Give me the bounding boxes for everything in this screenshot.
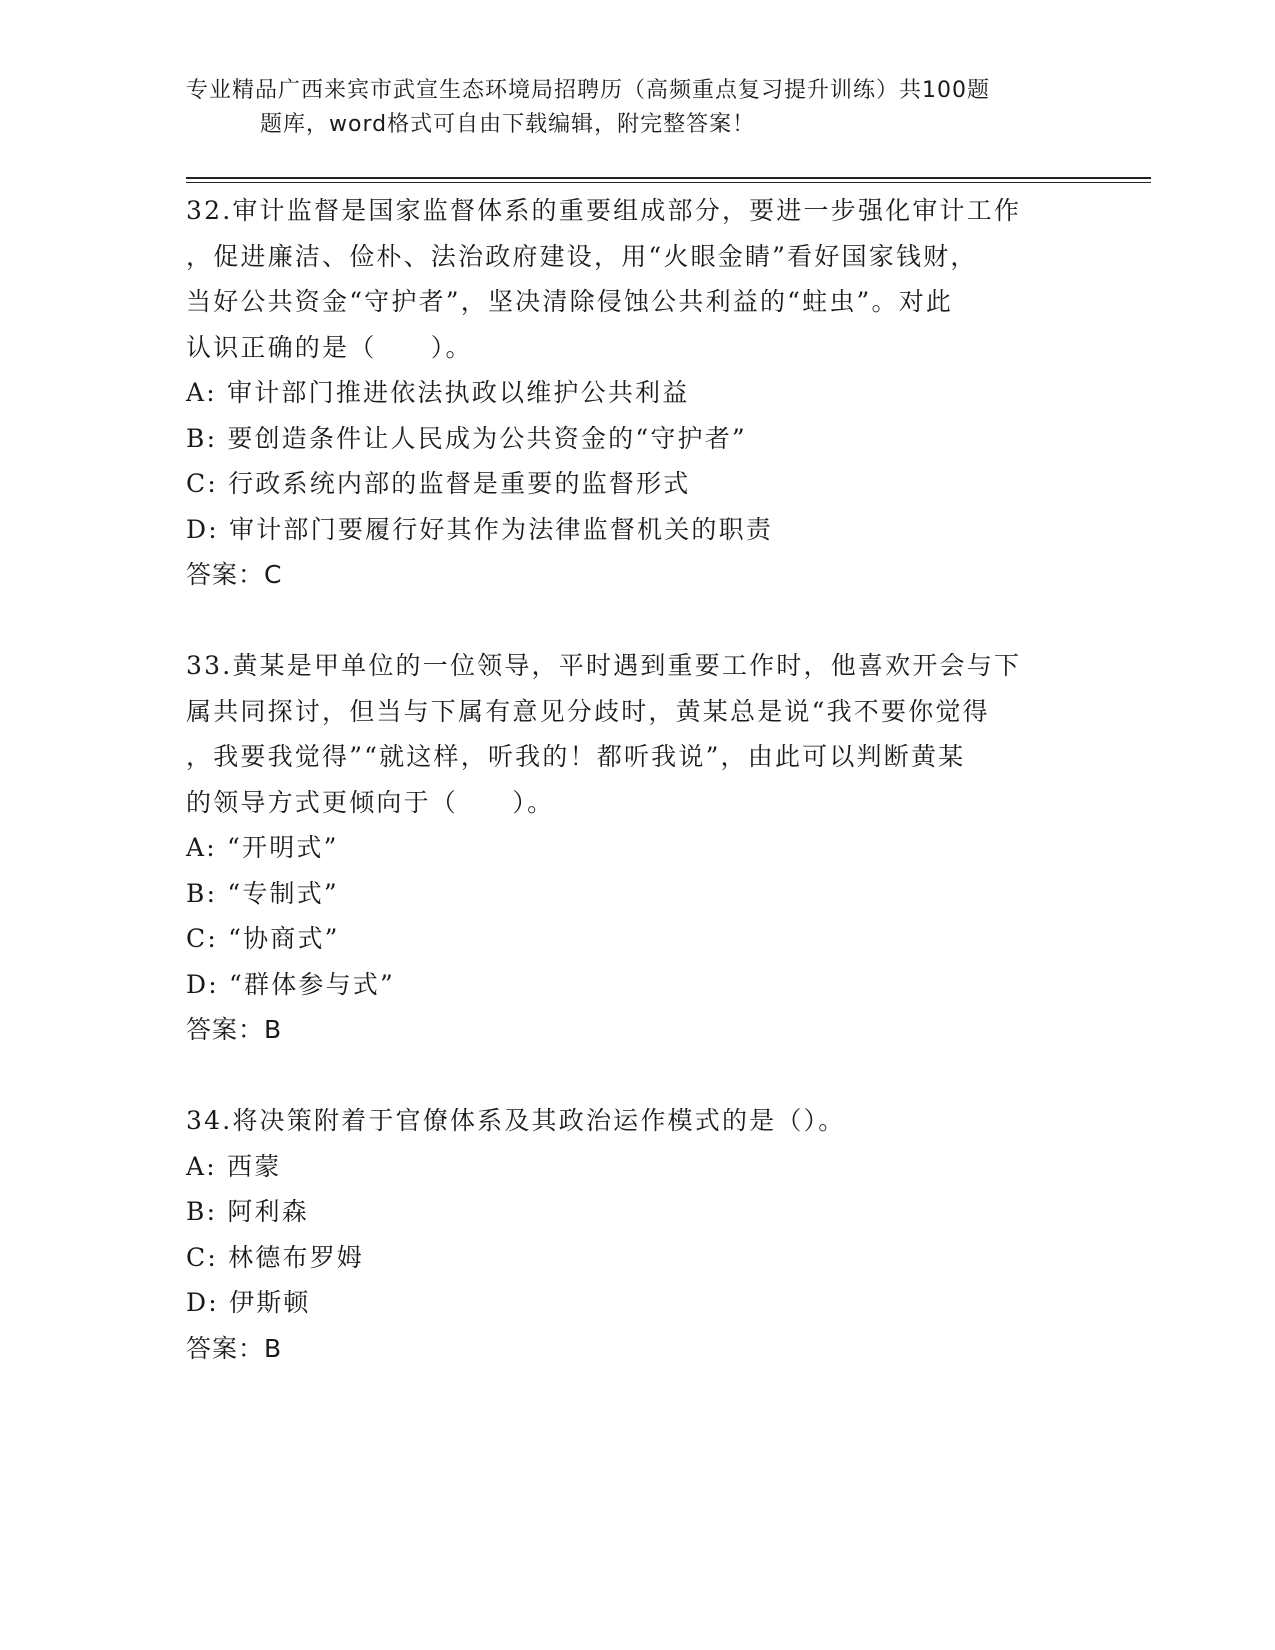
question-33 (186, 643, 1106, 1053)
option-c: C: “协商式” (186, 924, 340, 953)
option-c: C: 行政系统内部的监督是重要的监督形式 (186, 469, 691, 498)
question-stem-line: 33.黄某是甲单位的一位领导，平时遇到重要工作时，他喜欢开会与下 (186, 651, 1022, 680)
option-a: A: 西蒙 (186, 1151, 282, 1181)
option-b: B: 要创造条件让人民成为公共资金的“守护者” (186, 423, 747, 453)
question-32 (186, 188, 1106, 598)
header-title-line-1: 专业精品广西来宾市武宣生态环境局招聘历（高频重点复习提升训练）共100题 (186, 78, 990, 103)
option-a: A: 审计部门推进依法执政以维护公共利益 (186, 378, 690, 407)
option-d: D: 审计部门要履行好其作为法律监督机关的职责 (186, 514, 774, 544)
question-stem-line: 的领导方式更倾向于（ ）。 (186, 787, 555, 817)
question-stem-line: 认识正确的是（ ）。 (186, 332, 473, 362)
option-b: B: 阿利森 (186, 1197, 309, 1226)
option-d: D: “群体参与式” (186, 969, 395, 999)
option-c: C: 林德布罗姆 (186, 1242, 365, 1272)
option-d: D: 伊斯顿 (186, 1288, 311, 1317)
answer-line: 答案：B (186, 1333, 283, 1363)
header-divider-thick (186, 177, 1151, 179)
question-stem-line: 34.将决策附着于官僚体系及其政治运作模式的是（）。 (186, 1106, 846, 1135)
option-b: B: “专制式” (186, 878, 339, 908)
question-list (186, 188, 1106, 1417)
question-34 (186, 1098, 1106, 1371)
question-stem-line: ，我要我觉得”“就这样，听我的！都听我说”，由此可以判断黄某 (186, 742, 966, 771)
question-stem-line: 当好公共资金“守护者”，坚决清除侵蚀公共利益的“蛀虫”。对此 (186, 287, 954, 316)
question-stem-line: 属共同探讨，但当与下属有意见分歧时，黄某总是说“我不要你觉得 (186, 696, 990, 726)
question-stem-line: 32.审计监督是国家监督体系的重要组成部分，要进一步强化审计工作 (186, 196, 1022, 225)
answer-line: 答案：B (186, 1015, 283, 1044)
option-a: A: “开明式” (186, 833, 339, 862)
answer-line: 答案：C (186, 560, 283, 589)
question-stem-line: ，促进廉洁、俭朴、法治政府建设，用“火眼金睛”看好国家钱财， (186, 241, 978, 271)
header-title-line-2: 题库，word格式可自由下载编辑，附完整答案！ (260, 112, 756, 137)
header-divider-thin (186, 182, 1151, 183)
document-header (186, 74, 1086, 142)
